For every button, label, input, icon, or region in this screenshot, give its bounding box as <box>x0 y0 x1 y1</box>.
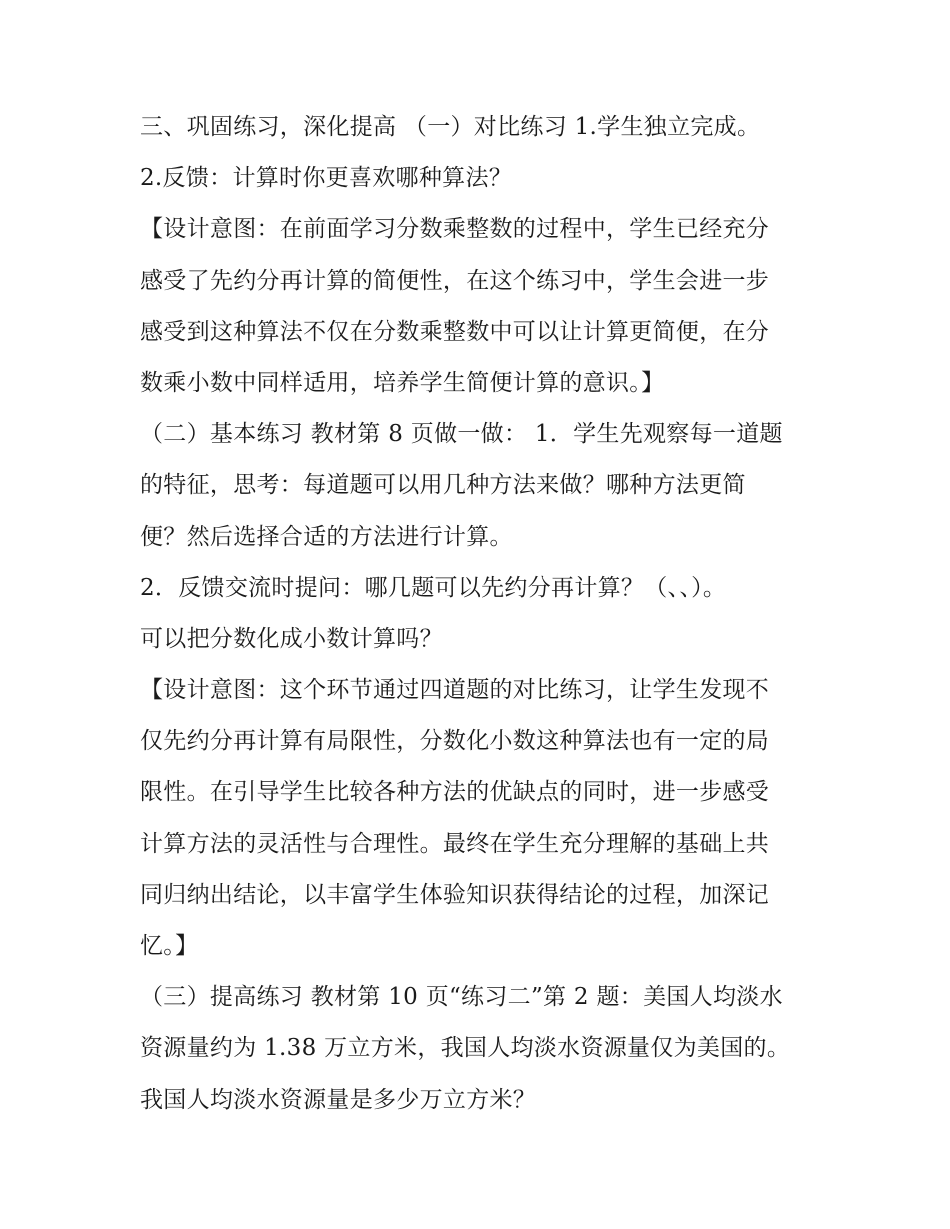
text-line: 【设计意图：这个环节通过四道题的对比练习，让学生发现不 <box>140 677 770 704</box>
text-line: 感受了先约分再计算的简便性，在这个练习中，学生会进一步 <box>140 267 770 294</box>
text-line: 的特征，思考：每道题可以用几种方法来做？哪种方法更简 <box>140 472 746 499</box>
text-line: （二）基本练习 教材第 8 页做一做： 1．学生先观察每一道题 <box>140 421 783 448</box>
text-line: 仅先约分再计算有局限性，分数化小数这种算法也有一定的局 <box>140 728 770 755</box>
document-body <box>140 102 820 1126</box>
text-line: 【设计意图：在前面学习分数乘整数的过程中，学生已经充分 <box>140 216 770 243</box>
text-line: 我国人均淡水资源量是多少万立方米？ <box>140 1086 537 1113</box>
text-line: 同归纳出结论，以丰富学生体验知识获得结论的过程，加深记 <box>140 881 770 908</box>
text-line: 计算方法的灵活性与合理性。最终在学生充分理解的基础上共 <box>140 830 770 857</box>
text-line: 2．反馈交流时提问：哪几题可以先约分再计算？（、、）。 <box>140 574 727 601</box>
text-line: 数乘小数中同样适用，培养学生简便计算的意识。】 <box>140 369 665 396</box>
text-line: 可以把分数化成小数计算吗？ <box>140 625 443 652</box>
text-line: 忆。】 <box>140 933 199 959</box>
text-line: 资源量约为 1.38 万立方米，我国人均淡水资源量仅为美国的。 <box>140 1035 791 1062</box>
text-line: 2.反馈：计算时你更喜欢哪种算法？ <box>140 165 513 192</box>
text-line: 三、巩固练习，深化提高 （一）对比练习 1.学生独立完成。 <box>140 114 761 140</box>
text-line: 限性。在引导学生比较各种方法的优缺点的同时，进一步感受 <box>140 779 770 806</box>
text-line: 感受到这种算法不仅在分数乘整数中可以让计算更简便，在分 <box>140 318 770 345</box>
text-line: （三）提高练习 教材第 10 页“练习二”第 2 题：美国人均淡水 <box>140 984 783 1011</box>
text-line: 便？然后选择合适的方法进行计算。 <box>140 523 513 550</box>
